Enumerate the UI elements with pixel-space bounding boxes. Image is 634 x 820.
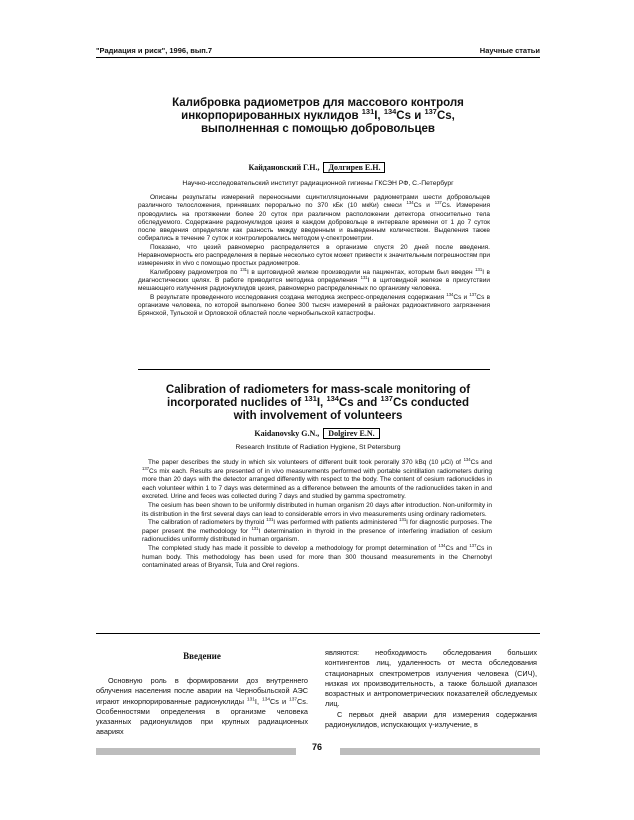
section-header: Научные статьи [479, 46, 540, 55]
author-en-2: Dolgirev E.N. [323, 428, 379, 439]
title-en [96, 384, 540, 423]
intro-heading: Введение [183, 651, 221, 661]
section-rule [96, 633, 540, 634]
institute-ru: Научно-исследовательский институт радиационной гигиены ГКСЭН РФ, С.-Петербург [182, 180, 454, 187]
abstract-ru-p3: Калибровку радиометров по $^{131}$I в щитовидной железе производили на пациентах, которым был введен $^{131}$I в диагностических целях. В работе приводится методика определения $^{131}$I в щитовидной железе в присутствии мешающего излучения радионуклидов цезия, равномерно распределенных по организму человека. [138, 266, 491, 293]
intro-right-column [325, 648, 537, 730]
institute-en: Research Institute of Radiation Hygiene, St Petersburg [235, 444, 401, 451]
intro-right-paragraph-1: являются: необходимость обследования больших контингентов лиц, удаленность от места обследования стационарных спектрометров излучения человека (СИЧ), низкая их производительность, а также большой диапазон возрастных и антропометрических показателей обследуемых лиц. [325, 648, 537, 709]
abstract-en-p4: The completed study has made it possible to develop a methodology for prompt determination of $^{134}$Cs and $^{137}$Cs in human body. This methodology has been used for more than 300 thousand measurements in the Chernobyl contaminated areas of Bryansk, Tula and Orel regions. [142, 542, 493, 570]
title-en-line3: with involvement of volunteers [233, 410, 403, 422]
author-en-1: Kaidanovsky G.N., [254, 429, 320, 438]
title-ru-line1: Калибровка радиометров для массового контроля [172, 97, 464, 109]
title-ru-line2: инкорпорированных нуклидов $^{131}$I, $^{134}$Cs и $^{137}$Cs, [181, 107, 455, 122]
intro-right-paragraph-2: С первых дней аварии для измерения содержания радионуклидов, испускающих γ-излучение, в [325, 709, 537, 730]
author-ru-1: Кайдановский Г.Н., [248, 163, 320, 172]
abstract-ru-p2: Показано, что цезий равномерно распределяется в организме спустя 20 дней после введения. Неравномерность его распределения в первые несколько суток может привести к значительным погрешностям при измерениях in vivo с помощью простых радиометров. [138, 243, 490, 268]
title-ru [96, 97, 540, 136]
intro-left-paragraph: Основную роль в формировании доз внутреннего облучения населения после аварии на Чернобыльской АЭС играют инкорпорированные радионуклиды $^{131}$I, $^{134}$Cs и $^{137}$Cs. Особенностями определения в организме человека указанных радионуклидов при крупных радиационных авариях [96, 676, 308, 737]
abstract-ru [138, 194, 490, 318]
abstract-en-p3: The calibration of radiometers by thyroid $^{131}$I was performed with patients administered $^{131}$I for diagnostic purposes. The paper present the methodology for $^{131}$I determination in thyroid in the presence of interfering irradiation of cesium radionuclides uniformly distributed in human organism. [142, 517, 492, 544]
abstract-en-p1: The paper describes the study in which six volunteers of different built took perorally 370 kBq (10 μCi) of $^{134}$Cs and $^{137}$Cs mix each. Results are presented of in vivo measurements performed with portable scintillation radiometers during more than 20 days with the detector arranged differently with respect to the body. The content of cesium radionuclides in each volunteer within 1 to 7 days was determined as a difference between the amounts of the radionuclides taken in and excreted. Urine and feces was collected during 7 days and studied by gamma spectrometry. [142, 456, 492, 501]
authors-ru [0, 162, 634, 173]
abstract-en [142, 456, 493, 571]
abstract-ru-p1: Описаны результаты измерений переносными сцинтилляционными радиометрами шести добровольцев различного телосложения, принявших перорально по 370 кБк (10 мкКи) смеси $^{134}$Cs и $^{137}$Cs. Измерения проводились на протяжении более 20 суток при различном расположении детектора относительно тела обследуемого. Содержание радионуклидов цезия в каждом добровольце в интервале времени от 1 до 7 суток после введения определяли как разность между введенным и выведенным количеством. Выделения также собирались в течение 7 суток и контролировались методом γ-спектрометрии. [138, 194, 491, 243]
page-number: 76 [311, 742, 322, 752]
abstract-ru-p4: В результате проведенного исследования создана методика экспресс-определения содержания $^{134}$Cs и $^{137}$Cs в организме человека, по которой выполнено более 300 тысяч измерений в районах радиоактивного загрязнения Брянской, Тульской и Орловской областей после чернобыльской катастрофы. [138, 291, 491, 318]
title-en-line2: incorporated nuclides of $^{131}$I, $^{134}$Cs and $^{137}$Cs conducted [167, 394, 469, 409]
abstract-en-p2: The cesium has been shown to be uniformly distributed in human organism 20 days after introduction. Non-uniformity in its distribution in the first several days can lead to considerable errors in vivo measurements using ordinary radiometers. [142, 501, 492, 518]
header-rule [96, 57, 540, 58]
title-ru-line3: выполненная с помощью добровольцев [200, 123, 436, 135]
journal-header: "Радиация и риск", 1996, вып.7 [96, 46, 213, 55]
intro-left-column [96, 676, 308, 738]
authors-en [0, 428, 634, 439]
author-ru-2: Долгирев Е.Н. [323, 162, 385, 173]
divider-rule [138, 369, 490, 370]
title-en-line1: Calibration of radiometers for mass-scale monitoring of [165, 384, 471, 396]
